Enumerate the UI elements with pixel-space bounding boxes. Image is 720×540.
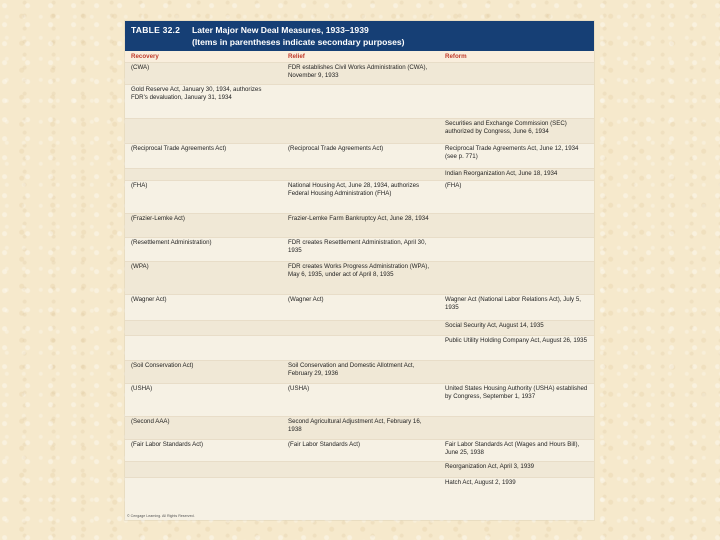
table-cell-reform: Reciprocal Trade Agreements Act, June 12, 1934 (see p. 771)	[445, 145, 579, 161]
table-cell-recovery	[125, 336, 282, 360]
table-row	[125, 84, 594, 118]
table-row	[125, 180, 594, 213]
table-cell-recovery: (WPA)	[131, 263, 149, 270]
table-row	[125, 360, 594, 383]
table-cell-recovery: (Resettlement Administration)	[131, 239, 212, 246]
table-cell-relief: (Fair Labor Standards Act)	[288, 441, 361, 448]
table-cell-recovery	[125, 478, 282, 495]
table-cell-recovery: (Reciprocal Trade Agreements Act)	[131, 145, 227, 152]
table-cell-recovery: (Soil Conservation Act)	[131, 362, 194, 369]
table-cell-reform: Public Utility Holding Company Act, August 26, 1935	[445, 337, 587, 344]
table-title-bar	[125, 21, 594, 51]
table-panel	[125, 21, 594, 520]
table-cell-relief: (Reciprocal Trade Agreements Act)	[288, 145, 384, 152]
table-cell-recovery: Gold Reserve Act, January 30, 1934, authorizes FDR's devaluation, January 31, 1934	[131, 86, 262, 102]
table-cell-relief: FDR establishes Civil Works Administration (CWA), November 9, 1933	[288, 64, 428, 80]
table-cell-relief	[282, 462, 439, 477]
table-cell-relief: Second Agricultural Adjustment Act, February 16, 1938	[288, 418, 422, 434]
table-row	[125, 461, 594, 477]
table-cell-relief	[282, 85, 439, 118]
table-cell-relief: National Housing Act, June 28, 1934, authorizes Federal Housing Administration (FHA)	[288, 182, 420, 198]
table-row	[125, 62, 594, 84]
column-header-recovery: Recovery	[131, 53, 159, 60]
table-cell-relief	[282, 169, 439, 180]
table-cell-reform: Indian Reorganization Act, June 18, 1934	[445, 170, 558, 177]
table-cell-reform: Reorganization Act, April 3, 1939	[445, 463, 535, 470]
table-cell-relief: Soil Conservation and Domestic Allotment Act, February 29, 1936	[288, 362, 415, 378]
table-cell-recovery: (Second AAA)	[131, 418, 170, 425]
column-header-reform: Reform	[445, 53, 467, 60]
table-cell-recovery: (Frazier-Lemke Act)	[131, 215, 185, 222]
table-cell-reform	[439, 361, 594, 383]
table-cell-relief: Frazier-Lemke Farm Bankruptcy Act, June 28, 1934	[288, 215, 429, 222]
table-cell-reform	[439, 417, 594, 439]
table-cell-relief	[282, 321, 439, 335]
table-title: Later Major New Deal Measures, 1933–1939	[192, 25, 369, 35]
table-cell-recovery	[125, 321, 282, 335]
table-cell-recovery	[125, 119, 282, 143]
table-row	[125, 118, 594, 143]
table-row	[125, 294, 594, 320]
table-row	[125, 477, 594, 495]
table-cell-recovery	[125, 169, 282, 180]
table-row	[125, 320, 594, 335]
table-row	[125, 168, 594, 180]
table-cell-relief: (Wagner Act)	[288, 296, 324, 303]
table-cell-relief: (USHA)	[288, 385, 310, 392]
table-cell-reform	[439, 238, 594, 261]
table-cell-relief	[282, 336, 439, 360]
table-cell-reform: Social Security Act, August 14, 1935	[445, 322, 544, 329]
table-cell-reform	[439, 63, 594, 84]
table-row	[125, 439, 594, 461]
table-row	[125, 237, 594, 261]
table-cell-reform: Securities and Exchange Commission (SEC) authorized by Congress, June 6, 1934	[445, 120, 567, 136]
table-cell-relief	[282, 478, 439, 495]
table-cell-recovery	[125, 462, 282, 477]
table-cell-recovery: (Fair Labor Standards Act)	[131, 441, 204, 448]
table-cell-reform	[439, 85, 594, 118]
table-cell-reform: United States Housing Authority (USHA) established by Congress, September 1, 1937	[445, 385, 588, 401]
table-cell-recovery: (FHA)	[131, 182, 148, 189]
table-cell-relief	[282, 119, 439, 143]
table-row	[125, 335, 594, 360]
table-cell-recovery: (USHA)	[131, 385, 153, 392]
table-row	[125, 261, 594, 294]
table-cell-recovery: (CWA)	[131, 64, 150, 71]
column-header-relief: Relief	[288, 53, 305, 60]
copyright-credit: © Cengage Learning. All Rights Reserved.	[127, 514, 195, 518]
table-row	[125, 383, 594, 416]
table-column-headers	[125, 51, 594, 62]
table-cell-reform	[439, 214, 594, 237]
table-cell-reform: Hatch Act, August 2, 1939	[445, 479, 516, 486]
table-row	[125, 213, 594, 237]
table-number: TABLE 32.2	[131, 25, 181, 35]
table-row	[125, 416, 594, 439]
table-subtitle: (Items in parentheses indicate secondary purposes)	[192, 37, 405, 47]
table-cell-reform: (FHA)	[445, 182, 462, 189]
table-row	[125, 143, 594, 168]
table-cell-relief: FDR creates Works Progress Administration (WPA), May 6, 1935, under act of April 8, 1935	[288, 263, 430, 279]
table-cell-reform: Wagner Act (National Labor Relations Act), July 5, 1935	[445, 296, 581, 312]
table-cell-recovery: (Wagner Act)	[131, 296, 167, 303]
table-body	[125, 62, 594, 495]
table-cell-reform: Fair Labor Standards Act (Wages and Hours Bill), June 25, 1938	[445, 441, 580, 457]
table-cell-reform	[439, 262, 594, 294]
table-cell-relief: FDR creates Resettlement Administration, April 30, 1935	[288, 239, 427, 255]
